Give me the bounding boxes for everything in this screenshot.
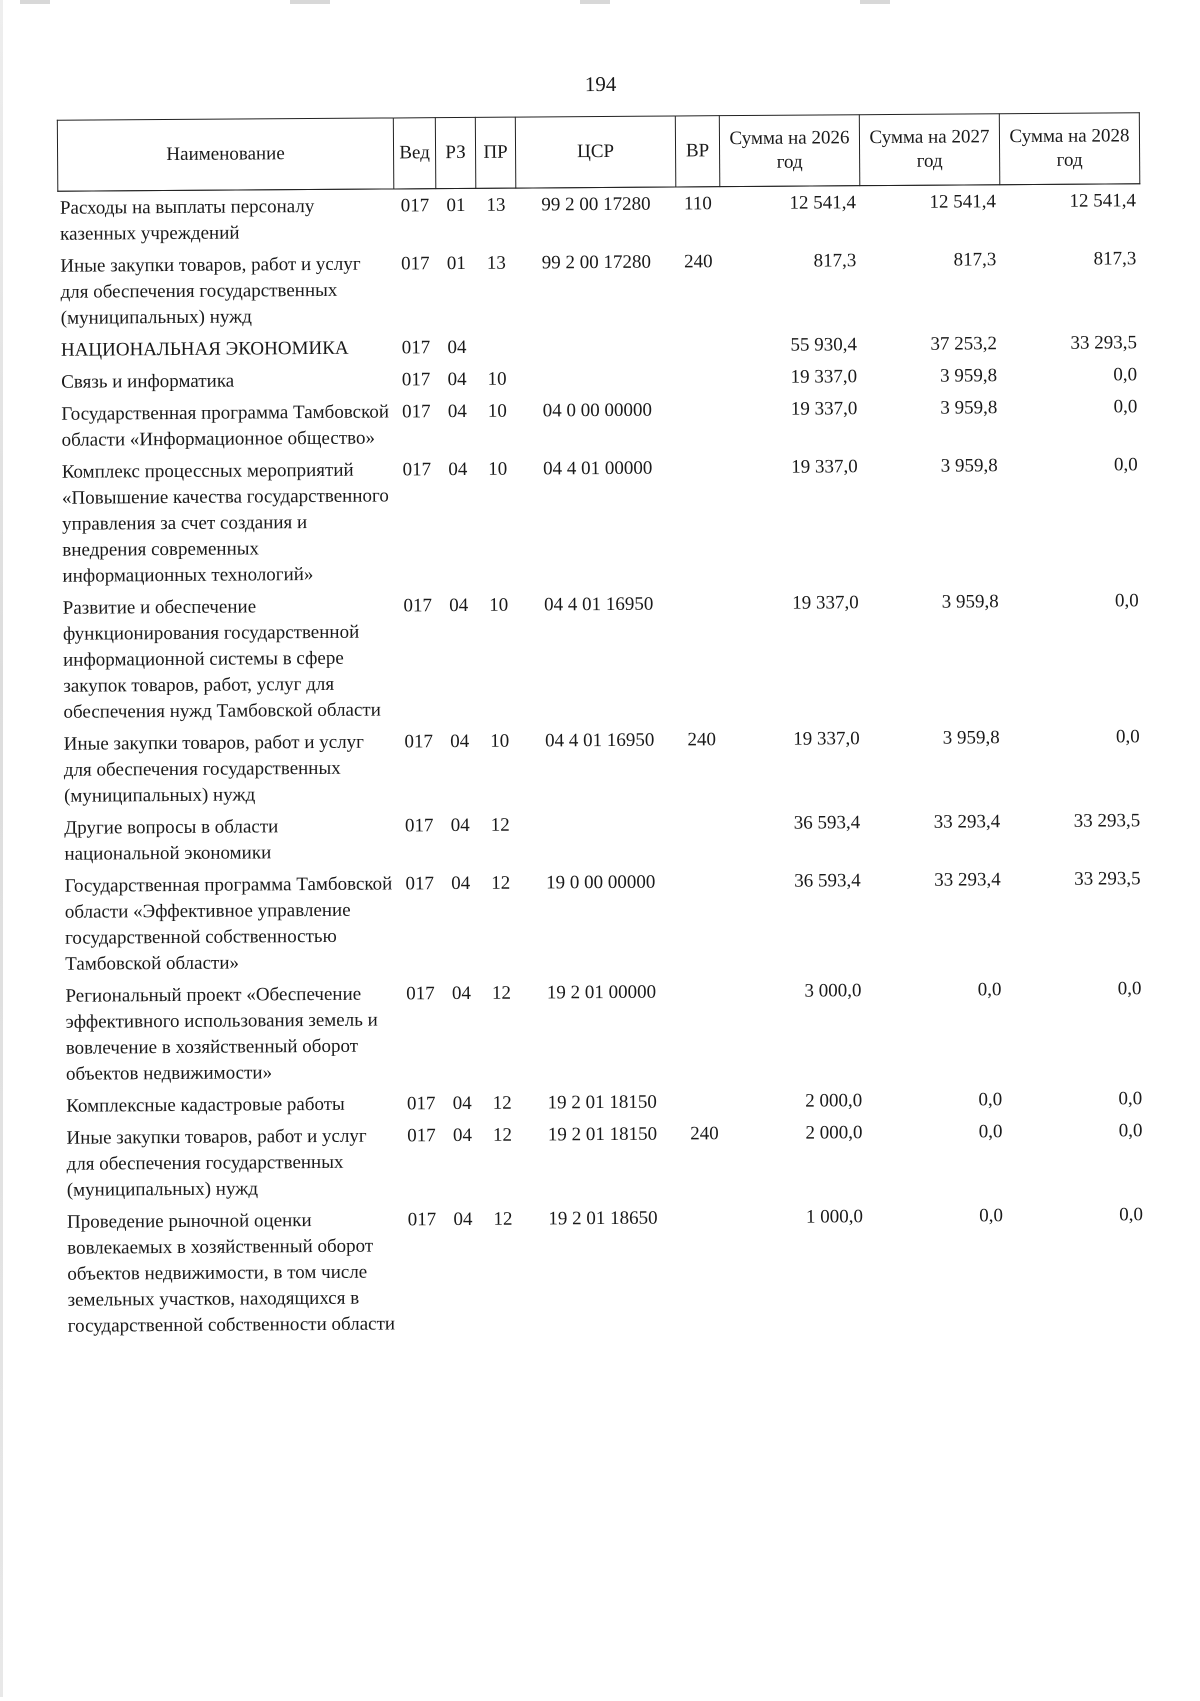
row-pr: 13 (486, 252, 506, 274)
table-row (64, 1114, 1147, 1206)
header-csr: ЦСР (515, 116, 675, 188)
row-name: Развитие и обеспечение функционирования государственной информационной системы в сфере закупок товаров, работ, услуг для обеспечения нужд Тамбовской области (62, 596, 381, 723)
row-vr: 240 (687, 729, 716, 751)
row-rz: 04 (451, 982, 472, 1005)
row-name: Иные закупки товаров, работ и услуг для обеспечения государственных (муниципальных) нужд (66, 1125, 367, 1201)
row-sum-2027: 0,0 (978, 1089, 1003, 1111)
row-vr (677, 393, 721, 451)
row-sum-2027: 3 959,8 (940, 365, 998, 387)
row-sum-2026: 2 000,0 (805, 1090, 863, 1112)
row-rz: 04 (447, 368, 467, 391)
row-csr: 99 2 00 17280 (541, 251, 652, 274)
row-csr (517, 361, 677, 394)
row-sum-2027: 3 959,8 (942, 727, 1000, 749)
budget-table (57, 112, 1149, 1342)
row-vr: 240 (684, 251, 713, 273)
row-sum-2026: 36 593,4 (793, 812, 861, 834)
row-sum-2026: 19 337,0 (793, 728, 860, 750)
table-row (65, 1198, 1148, 1342)
table-row (62, 720, 1145, 812)
row-csr: 04 4 01 00000 (543, 457, 653, 480)
row-sum-2027: 0,0 (977, 979, 1002, 1001)
row-rz: 04 (447, 400, 467, 423)
row-vr (681, 865, 726, 975)
row-sum-2027: 3 959,8 (941, 591, 999, 613)
row-name: Связь и информатика (61, 370, 235, 393)
row-csr (520, 807, 680, 866)
row-rz: 04 (451, 872, 471, 895)
row-sum-2027: 12 541,4 (929, 191, 996, 213)
row-sum-2027: 3 959,8 (940, 397, 998, 419)
header-rz: РЗ (435, 117, 475, 188)
row-sum-2028: 0,0 (1118, 1120, 1143, 1142)
row-name: Комплекс процессных мероприятий «Повышение качества государственного управления за счет создания и внедрения современных информационных технологий» (61, 459, 389, 587)
row-sum-2028: 33 293,5 (1070, 332, 1137, 354)
row-ved: 017 (400, 195, 430, 217)
row-name: Иные закупки товаров, работ и услуг для обеспечения государственных (муниципальных) нужд (60, 253, 361, 329)
row-pr: 10 (488, 458, 508, 480)
row-vr (679, 587, 724, 723)
row-sum-2028: 0,0 (1113, 454, 1138, 476)
row-csr: 19 2 01 18150 (547, 1091, 657, 1114)
table-header (57, 113, 1139, 192)
table-row (59, 390, 1141, 456)
header-sum-2026: Сумма на 2026 год (719, 115, 859, 187)
row-rz: 04 (452, 1092, 472, 1115)
row-sum-2028: 33 293,5 (1073, 810, 1141, 832)
row-ved: 017 (404, 815, 434, 837)
row-pr: 12 (492, 1092, 512, 1114)
row-sum-2026: 817,3 (813, 250, 857, 272)
row-rz: 04 (452, 1124, 472, 1147)
row-csr: 04 4 01 16950 (544, 593, 654, 616)
page-number: 194 (584, 71, 617, 97)
row-ved: 017 (406, 1093, 436, 1115)
row-name: Другие вопросы в области национальной экономики (64, 816, 279, 865)
table-row (61, 584, 1144, 728)
row-rz: 04 (449, 594, 469, 617)
row-vr (680, 807, 724, 865)
row-ved: 017 (401, 369, 431, 391)
row-pr: 12 (491, 982, 512, 1004)
row-csr: 19 2 01 18150 (547, 1123, 658, 1146)
row-sum-2028: 33 293,5 (1074, 868, 1141, 890)
row-sum-2027: 37 253,2 (930, 333, 997, 355)
row-csr: 19 2 01 00000 (546, 981, 657, 1004)
row-sum-2028: 0,0 (1117, 978, 1142, 1000)
row-name: Государственная программа Тамбовской области «Информационное общество» (61, 401, 390, 451)
row-name: Региональный проект «Обеспечение эффективного использования земель и вовлечение в хозяйственный оборот объектов недвижимости» (65, 983, 378, 1085)
row-pr: 12 (490, 814, 510, 836)
row-ved: 017 (404, 731, 433, 753)
row-pr (477, 331, 517, 363)
row-ved: 017 (402, 401, 431, 423)
row-vr (677, 361, 721, 393)
row-rz: 04 (450, 814, 470, 837)
row-ved: 017 (407, 1209, 437, 1231)
row-pr: 13 (486, 194, 506, 216)
row-name: НАЦИОНАЛЬНАЯ ЭКОНОМИКА (60, 337, 349, 361)
row-ved: 017 (407, 1125, 436, 1147)
row-sum-2026: 3 000,0 (804, 980, 862, 1002)
row-vr: 240 (690, 1123, 719, 1145)
row-sum-2027: 817,3 (953, 249, 997, 271)
row-name: Расходы на выплаты персоналу казенных учреждений (59, 195, 315, 245)
row-name: Иные закупки товаров, работ и услуг для обеспечения государственных (муниципальных) нужд (63, 731, 365, 807)
row-sum-2026: 19 337,0 (790, 366, 858, 388)
row-sum-2026: 19 337,0 (791, 456, 858, 478)
row-sum-2026: 36 593,4 (794, 870, 861, 892)
row-ved: 017 (402, 459, 432, 481)
table-row (58, 242, 1141, 334)
row-pr: 10 (490, 730, 510, 752)
row-name: Государственная программа Тамбовской области «Эффективное управление государственной собственностью Тамбовской области» (64, 873, 393, 975)
row-pr: 12 (492, 1124, 512, 1146)
header-name: Наименование (57, 118, 393, 191)
header-sum-2028: Сумма на 2028 год (999, 113, 1139, 185)
row-name: Комплексные кадастровые работы (66, 1093, 345, 1117)
row-csr: 19 2 01 18650 (548, 1207, 658, 1230)
row-sum-2028: 0,0 (1113, 396, 1138, 418)
row-sum-2026: 19 337,0 (792, 592, 859, 614)
row-csr: 04 0 00 00000 (542, 399, 653, 422)
row-ved: 017 (403, 595, 433, 617)
table-row (58, 184, 1140, 250)
row-rz: 04 (448, 458, 468, 481)
row-pr: 12 (493, 1208, 513, 1230)
row-sum-2027: 0,0 (979, 1205, 1004, 1227)
row-sum-2026: 19 337,0 (790, 398, 858, 420)
row-sum-2026: 12 541,4 (789, 192, 856, 214)
row-csr: 99 2 00 17280 (541, 193, 651, 216)
row-sum-2028: 0,0 (1113, 364, 1138, 386)
row-pr: 10 (489, 594, 509, 616)
table-row (63, 972, 1146, 1090)
row-sum-2028: 0,0 (1119, 1204, 1144, 1226)
row-ved: 017 (405, 873, 434, 895)
row-vr: 110 (683, 193, 712, 215)
row-rz: 04 (447, 336, 467, 359)
row-csr (517, 329, 677, 362)
table-row (62, 804, 1144, 870)
row-sum-2027: 0,0 (978, 1121, 1003, 1143)
row-sum-2028: 817,3 (1093, 248, 1137, 270)
row-sum-2026: 2 000,0 (805, 1122, 863, 1144)
row-csr: 04 4 01 16950 (544, 729, 655, 752)
table-body (58, 184, 1148, 1342)
row-vr (683, 1201, 728, 1337)
row-ved: 017 (406, 983, 435, 1005)
header-pr: ПР (475, 117, 515, 188)
row-sum-2027: 3 959,8 (940, 455, 998, 477)
row-pr: 10 (487, 368, 507, 390)
header-sum-2027: Сумма на 2027 год (859, 114, 999, 186)
row-csr: 19 0 00 00000 (545, 871, 656, 894)
row-vr (678, 451, 723, 587)
row-ved: 017 (401, 253, 430, 275)
row-sum-2028: 12 541,4 (1069, 190, 1136, 212)
table-row (60, 448, 1143, 592)
header-vr: ВР (675, 116, 719, 187)
row-ved: 017 (401, 337, 431, 359)
table-row (63, 862, 1146, 980)
row-vr (677, 329, 721, 361)
row-vr (681, 975, 726, 1085)
row-rz: 01 (446, 194, 466, 217)
row-sum-2027: 33 293,4 (934, 869, 1001, 891)
row-sum-2028: 0,0 (1114, 590, 1139, 612)
row-sum-2026: 1 000,0 (805, 1206, 864, 1228)
row-rz: 04 (450, 730, 470, 753)
row-sum-2028: 0,0 (1118, 1088, 1143, 1110)
header-ved: Вед (393, 118, 435, 189)
row-sum-2028: 0,0 (1115, 726, 1140, 748)
row-sum-2026: 55 930,4 (790, 334, 857, 356)
row-name: Проведение рыночной оценки вовлекаемых в хозяйственный оборот объектов недвижимости, в том числе земельных участков, находящихся в государственной собственности области (66, 1210, 396, 1337)
row-rz: 04 (453, 1208, 473, 1231)
row-sum-2027: 33 293,4 (933, 811, 1001, 833)
row-pr: 10 (487, 400, 507, 422)
row-pr: 12 (491, 872, 511, 894)
row-vr (682, 1085, 726, 1117)
row-rz: 01 (446, 252, 466, 275)
